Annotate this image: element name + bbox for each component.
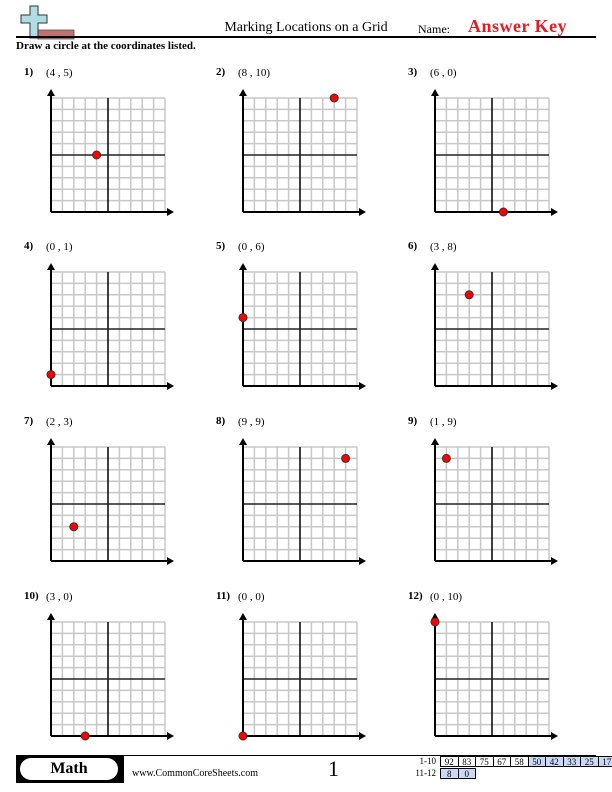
problem-coordinates: (3 , 0) (46, 591, 73, 603)
problem-coordinates: (0 , 0) (238, 591, 265, 603)
score-cell: 17 (598, 756, 612, 767)
problem-number: 11) (216, 590, 231, 602)
problem-coordinates: (2 , 3) (46, 416, 73, 428)
score-range-label: 11-12 (415, 768, 436, 778)
score-range-label: 1-10 (419, 756, 436, 766)
subject-label: Math (20, 758, 118, 780)
problem-coordinates: (9 , 9) (238, 416, 265, 428)
score-cell: 42 (545, 756, 564, 767)
problem-coordinates: (8 , 10) (238, 67, 271, 79)
problem-coordinates: (6 , 0) (430, 67, 457, 79)
coordinate-grid[interactable] (425, 262, 567, 404)
coordinate-grid[interactable] (233, 262, 375, 404)
problem-number: 5) (216, 240, 226, 252)
problem-number: 9) (408, 415, 418, 427)
coordinate-grid[interactable] (425, 88, 567, 230)
problem-coordinates: (4 , 5) (46, 67, 73, 79)
coordinate-grid[interactable] (425, 612, 567, 754)
coordinate-grid[interactable] (233, 88, 375, 230)
page-title: Marking Locations on a Grid (224, 20, 388, 35)
coordinate-grid[interactable] (425, 437, 567, 579)
problem-coordinates: (0 , 1) (46, 241, 73, 253)
answer-key-label: Answer Key (468, 16, 568, 36)
score-cell: 58 (510, 756, 529, 767)
problem-number: 7) (24, 415, 34, 427)
coordinate-grid[interactable] (41, 88, 183, 230)
score-cell: 0 (458, 768, 477, 779)
problem-coordinates: (3 , 8) (430, 241, 457, 253)
problem-number: 1) (24, 66, 34, 78)
problem-number: 3) (408, 66, 418, 78)
problem-number: 6) (408, 240, 418, 252)
problem-coordinates: (1 , 9) (430, 416, 457, 428)
problem-number: 2) (216, 66, 226, 78)
score-cell: 33 (563, 756, 582, 767)
problem-number: 4) (24, 240, 34, 252)
score-cell: 92 (440, 756, 459, 767)
problem-coordinates: (0 , 10) (430, 591, 463, 603)
coordinate-grid[interactable] (41, 437, 183, 579)
problem-coordinates: (0 , 6) (238, 241, 265, 253)
problem-number: 10) (24, 590, 39, 602)
instructions: Draw a circle at the coordinates listed. (16, 40, 196, 52)
coordinate-grid[interactable] (41, 612, 183, 754)
coordinate-grid[interactable] (41, 262, 183, 404)
score-cell: 50 (528, 756, 547, 767)
problem-number: 12) (408, 590, 423, 602)
name-label: Name: (418, 22, 450, 36)
page-number: 1 (328, 756, 339, 781)
score-cell: 25 (580, 756, 599, 767)
score-cell: 83 (458, 756, 477, 767)
coordinate-grid[interactable] (233, 612, 375, 754)
site-link[interactable]: www.CommonCoreSheets.com (132, 768, 259, 779)
problem-number: 8) (216, 415, 226, 427)
coordinate-grid[interactable] (233, 437, 375, 579)
header-divider (16, 36, 596, 38)
score-cell: 75 (475, 756, 494, 767)
score-cell: 67 (493, 756, 512, 767)
score-cell: 8 (440, 768, 459, 779)
